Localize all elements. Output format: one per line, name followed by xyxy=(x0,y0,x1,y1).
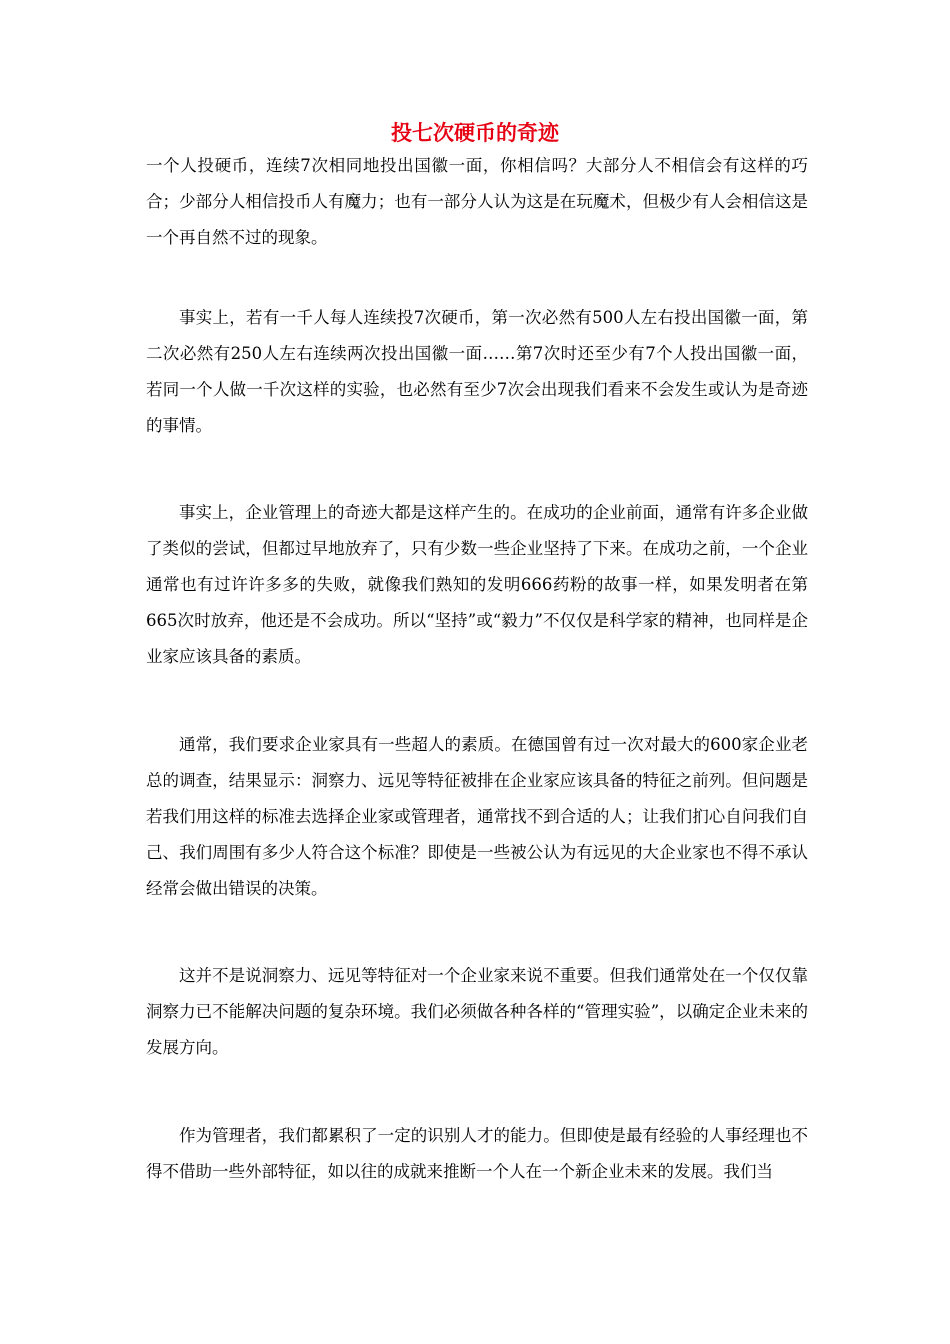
paragraph-2: 事实上，若有一千人每人连续投7次硬币，第一次必然有500人左右投出国徽一面，第二次必然有250人左右连续两次投出国徽一面……第7次时还至少有7个人投出国徽一面，若同一个人做一千次这样的实验，也必然有至少7次会出现我们看来不会发生或认为是奇迹的事情。 xyxy=(146,308,808,435)
paragraph-6: 作为管理者，我们都累积了一定的识别人才的能力。但即使是最有经验的人事经理也不得不借助一些外部特征，如以往的成就来推断一个人在一个新企业未来的发展。我们当 xyxy=(146,1126,808,1181)
document-title: 投七次硬币的奇迹 xyxy=(391,121,559,145)
paragraph-4: 通常，我们要求企业家具有一些超人的素质。在德国曾有过一次对最大的600家企业老总的调查，结果显示：洞察力、远见等特征被排在企业家应该具备的特征之前列。但问题是若我们用这样的标准去选择企业家或管理者，通常找不到合适的人；让我们扪心自问我们自己、我们周围有多少人符合这个标准？即使是一些被公认为有远见的大企业家也不得不承认经常会做出错误的决策。 xyxy=(146,735,808,898)
paragraph-1: 一个人投硬币，连续7次相同地投出国徽一面，你相信吗？大部分人不相信会有这样的巧合；少部分人相信投币人有魔力；也有一部分人认为这是在玩魔术，但极少有人会相信这是一个再自然不过的现象。 xyxy=(146,156,808,247)
paragraph-3: 事实上，企业管理上的奇迹大都是这样产生的。在成功的企业前面，通常有许多企业做了类似的尝试，但都过早地放弃了，只有少数一些企业坚持了下来。在成功之前，一个企业通常也有过许许多多的失败，就像我们熟知的发明666药粉的故事一样，如果发明者在第665次时放弃，他还是不会成功。所以“坚持”或“毅力”不仅仅是科学家的精神，也同样是企业家应该具备的素质。 xyxy=(146,503,808,666)
paragraph-5: 这并不是说洞察力、远见等特征对一个企业家来说不重要。但我们通常处在一个仅仅靠洞察力已不能解决问题的复杂环境。我们必须做各种各样的“管理实验”，以确定企业未来的发展方向。 xyxy=(146,966,808,1057)
